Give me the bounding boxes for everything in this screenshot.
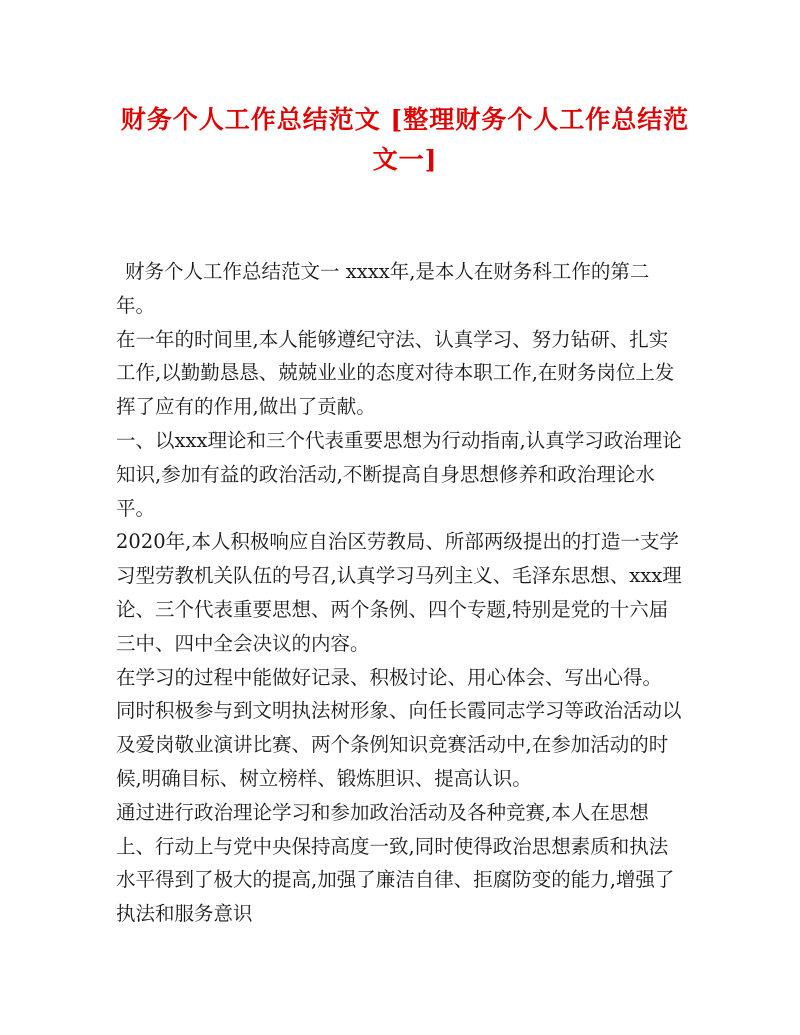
document-body [116,255,686,931]
document-title: 财务个人工作总结范文 [整理财务个人工作总结范文一] [120,105,690,174]
paragraph: 在学习的过程中能做好记录、积极讨论、用心体会、写出心得。 [116,665,663,689]
paragraph: 财务个人工作总结范文一 xxxx年,是本人在财务科工作的第二年。 [116,260,650,317]
paragraph: 在一年的时间里,本人能够遵纪守法、认真学习、努力钻研、扎实工作,以勤勤恳恳、兢兢业业的态度对待本职工作,在财务岗位上发挥了应有的作用,做出了贡献。 [116,327,675,419]
paragraph: 同时积极参与到文明执法树形象、向任长霞同志学习等政治活动以及爱岗敬业演讲比赛、两个条例知识竞赛活动中,在参加活动的时候,明确目标、树立榜样、锻炼胆识、提高认识。 [116,699,682,790]
paragraph: 一、以xxx理论和三个代表重要思想为行动指南,认真学习政治理论知识,参加有益的政治活动,不断提高自身思想修养和政治理论水平。 [116,428,682,520]
paragraph: 通过进行政治理论学习和参加政治活动及各种竞赛,本人在思想上、行动上与党中央保持高度一致,同时使得政治思想素质和执法水平得到了极大的提高,加强了廉洁自律、拒腐防变的能力,增强了执法和服务意识 [116,800,675,926]
paragraph: 2020年,本人积极响应自治区劳教局、所部两级提出的打造一支学习型劳教机关队伍的号召,认真学习马列主义、毛泽东思想、xxx理论、三个代表重要思想、两个条例、四个专题,特别是党的十六届三中、四中全会决议的内容。 [116,530,682,655]
